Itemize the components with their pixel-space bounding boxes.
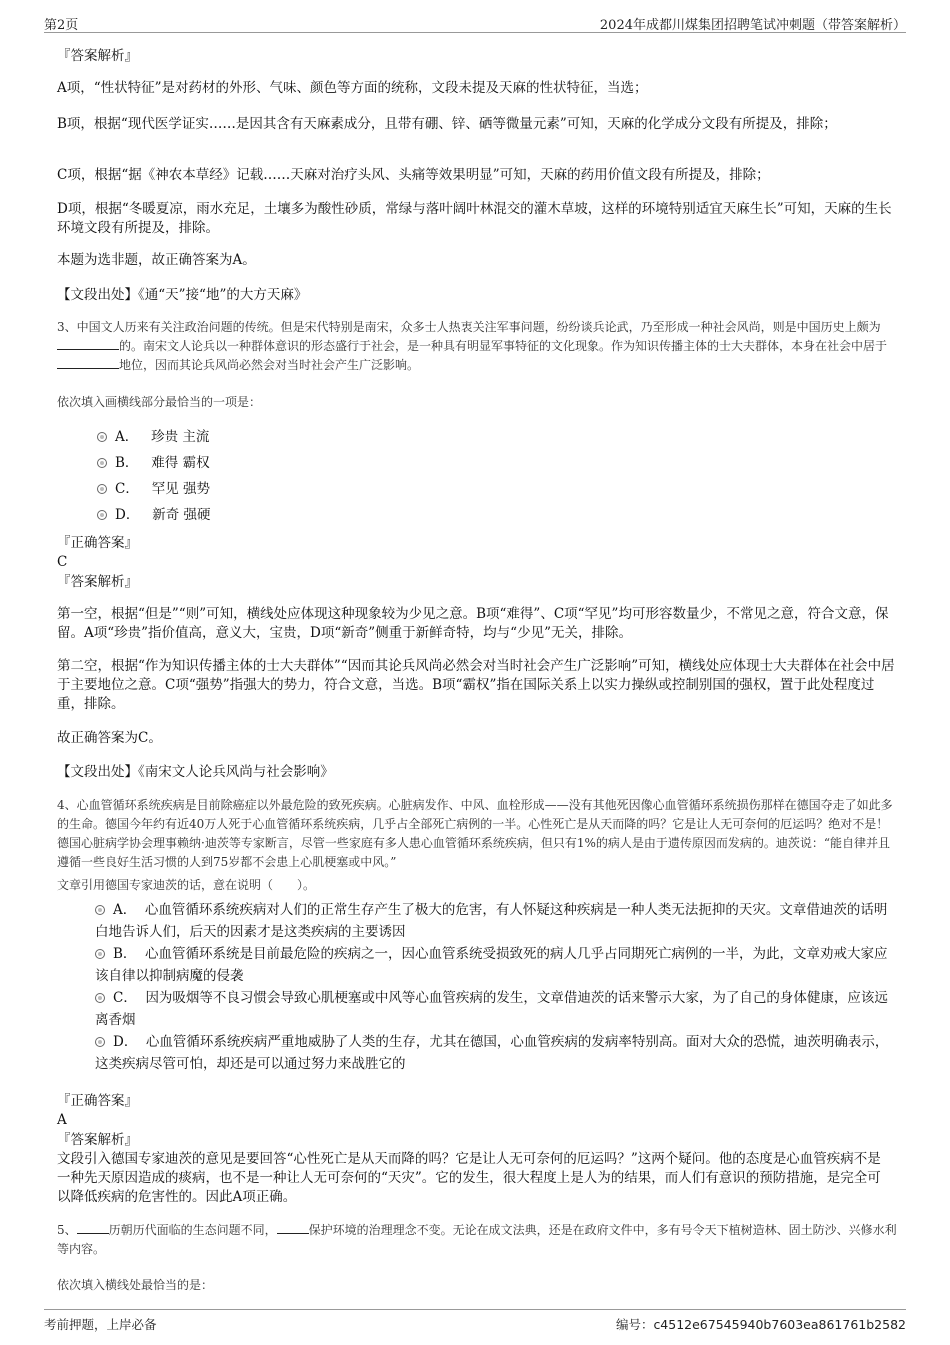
q3-blank-1 [57, 337, 119, 350]
radio-icon[interactable] [95, 949, 105, 959]
q4-analysis: 文段引入德国专家迪茨的意见是要回答“心性死亡是从天而降的吗？它是让人无可奈何的厄运吗？”这两个疑问。他的态度是心血管疾病不是一种先天原因造成的痰病，也不是一种让人无可奈何的“天灾”。它的发生，很大程度上是人为的结果，而人们有意识的预防措施，是完全可以降低疾病的危害性的。因此A项正确。 [57, 1151, 881, 1205]
q4-stem: 4、心血管循环系统疾病是目前除癌症以外最危险的致死疾病。心脏病发作、中风、血栓形成——没有其他死因像心血管循环系统损伤那样在德国夺走了如此多的生命。德国今年约有近40万人死于心血管循环系统疾病，几乎占全部死亡病例的一半。心性死亡是从天而降的吗？它是让人无可奈何的厄运吗？绝对不是！德国心脏病学协会理事赖纳·迪茨等专家断言，尽管一些家庭有多人患心血管循环系统疾病，但只有1%的病人是由于遗传原因而发病的。迪茨说：“能自律并且遵循一些良好生活习惯的人到75岁都不会患上心肌梗塞或中风。” [57, 798, 893, 869]
q3-answer: C [57, 554, 68, 570]
q3-analysis-label: 『答案解析』 [57, 574, 138, 590]
q4-analysis-label: 『答案解析』 [57, 1132, 138, 1148]
q4-option-d[interactable]: D． 心血管循环系统疾病严重地威胁了人类的生存，尤其在德国，心血管疾病的发病率特别高。面对大众的恐慌，迪茨明确表示，这类疾病尽管可怕，却还是可以通过努力来战胜它的 [95, 1034, 889, 1072]
q3-option-b[interactable]: B． 难得 霸权 [97, 452, 210, 474]
q3-analysis-1: 第一空，根据“但是”“则”可知，横线处应体现这种现象较为少见之意。B项“难得”、C项“罕见”均可形容数量少，不常见之意，符合文意，保留。A项“珍贵”指价值高，意义大，宝贵，D项“新奇”侧重于新鲜奇特，均与“少见”无关，排除。 [57, 606, 889, 641]
q2-analysis-c: C项，根据“据《神农本草经》记载……天麻对治疗头风、头痛等效果明显”可知，天麻的药用价值文段有所提及，排除； [57, 167, 770, 183]
q3-conclusion: 故正确答案为C。 [57, 730, 162, 746]
radio-icon[interactable] [97, 484, 107, 494]
document-id: 编号：c4512e67545940b7603ea861761b2582 [615, 1317, 906, 1332]
q3-prompt: 依次填入画横线部分最恰当的一项是： [57, 395, 262, 409]
radio-icon[interactable] [97, 458, 107, 468]
q4-prompt: 文章引用德国专家迪茨的话，意在说明（ ）。 [57, 878, 316, 892]
q3-option-c[interactable]: C． 罕见 强势 [97, 478, 210, 500]
document-title: 2024年成都川煤集团招聘笔试冲刺题（带答案解析） [599, 18, 906, 33]
q3-answer-label: 『正确答案』 [57, 535, 138, 551]
radio-icon[interactable] [95, 905, 105, 915]
q3-option-a[interactable]: A． 珍贵 主流 [97, 426, 209, 448]
q3-stem: 3、中国文人历来有关注政治问题的传统。但是宋代特别是南宋，众多士人热衷关注军事问题，纷纷谈兵论武，乃至形成一种社会风尚，则是中国历史上颇为的。南宋文人论兵以一种群体意识的形态盛行于社会，是一种具有明显军事特征的文化现象。作为知识传播主体的士大夫群体，本身在社会中居于地位，因而其论兵风尚必然会对当时社会产生广泛影响。 [57, 320, 888, 372]
q5-stem: 5、 历朝历代面临的生态问题不同， 保护环境的治理理念不变。无论在成文法典，还是在政府文件中，多有号令天下植树造林、固土防沙、兴修水利等内容。 [57, 1223, 897, 1256]
q3-option-d[interactable]: D． 新奇 强硬 [97, 504, 211, 526]
q5-blank-1 [77, 1221, 109, 1234]
radio-icon[interactable] [97, 510, 107, 520]
q2-analysis-label: 『答案解析』 [57, 48, 138, 64]
q4-answer: A [57, 1112, 67, 1128]
page-footer [44, 1309, 906, 1334]
q4-option-c[interactable]: C． 因为吸烟等不良习惯会导致心肌梗塞或中风等心血管疾病的发生，文章借迪茨的话来警示大家，为了自己的身体健康，应该远离香烟 [95, 990, 888, 1028]
q3-blank-2 [57, 356, 119, 369]
q2-analysis-b: B项，根据“现代医学证实……是因其含有天麻素成分，且带有硼、锌、硒等微量元素”可知，天麻的化学成分文段有所提及，排除； [57, 116, 837, 132]
q4-option-b[interactable]: B． 心血管循环系统是目前最危险的疾病之一，因心血管系统受损致死的病人几乎占同期死亡病例的一半，为此，文章劝戒大家应该自律以抑制病魔的侵袭 [95, 946, 888, 984]
q2-conclusion: 本题为选非题，故正确答案为A。 [57, 252, 256, 268]
q2-analysis-a: A项，“性状特征”是对药材的外形、气味、颜色等方面的统称，文段未提及天麻的性状特征，当选； [57, 80, 648, 96]
q5-prompt: 依次填入横线处最恰当的是： [57, 1278, 214, 1292]
q3-source: 【文段出处】《南宋文人论兵风尚与社会影响》 [57, 764, 334, 780]
q3-analysis-2: 第二空，根据“作为知识传播主体的士大夫群体”“因而其论兵风尚必然会对当时社会产生广泛影响”可知，横线处应体现士大夫群体在社会中居于主要地位之意。C项“强势”指强大的势力，符合文意，当选。B项“霸权”指在国际关系上以实力操纵或控制别国的强权，置于此处程度过重，排除。 [57, 658, 895, 712]
radio-icon[interactable] [95, 993, 105, 1003]
q4-answer-label: 『正确答案』 [57, 1093, 138, 1109]
q2-analysis-d: D项，根据“冬暖夏凉，雨水充足，土壤多为酸性砂质，常绿与落叶阔叶林混交的灌木草坡，这样的环境特别适宜天麻生长”可知，天麻的生长环境文段有所提及，排除。 [57, 201, 892, 236]
q2-source: 【文段出处】《通“天”接“地”的大方天麻》 [57, 287, 308, 303]
radio-icon[interactable] [95, 1037, 105, 1047]
footer-slogan: 考前押题，上岸必备 [44, 1317, 157, 1332]
page-header [44, 12, 906, 33]
radio-icon[interactable] [97, 432, 107, 442]
q5-blank-2 [277, 1221, 309, 1234]
page-number: 第2页 [44, 18, 79, 33]
q4-option-a[interactable]: A． 心血管循环系统疾病对人们的正常生存产生了极大的危害，有人怀疑这种疾病是一种人类无法扼抑的天灾。文章借迪茨的话明白地告诉人们，后天的因素才是这类疾病的主要诱因 [95, 902, 888, 940]
